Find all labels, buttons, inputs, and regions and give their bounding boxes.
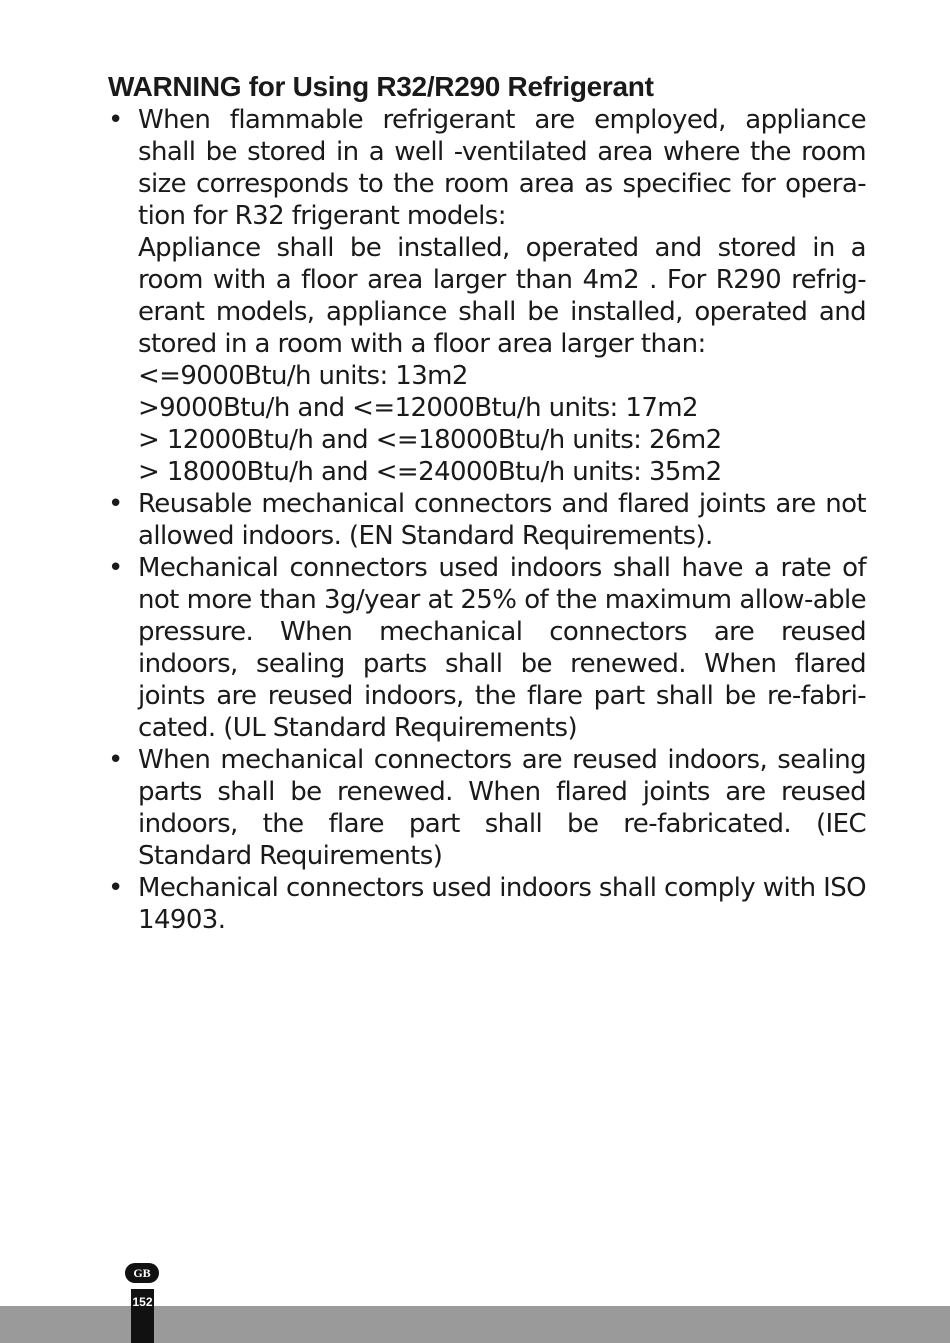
bullet-icon: • (108, 745, 123, 775)
warning-heading: WARNING for Using R32/R290 Refrigerant (108, 71, 654, 102)
item-paragraph: When flammable refrigerant are employed, appliance shall be stored in a well -ventilated area where the room size corresponds to the room area as specifiec for opera-tion for R32 frigerant models: (138, 105, 866, 231)
item-paragraph: Appliance shall be installed, operated and stored in a room with a floor area larger than 4m2 . For R290 refrig-erant models, appliance shall be installed, operated and stored in a room with a floor area larger than: (138, 233, 866, 359)
bullet-icon: • (108, 105, 123, 135)
list-item (108, 104, 866, 488)
bullet-icon: • (108, 489, 123, 519)
list-item (108, 488, 866, 552)
item-text: Reusable mechanical connectors and flared joints are not allowed indoors. (EN Standard Requirements). (138, 489, 866, 551)
list-item (108, 872, 866, 936)
floor-area-requirement: > 18000Btu/h and <=24000Btu/h units: 35m2 (138, 457, 722, 487)
item-text: Mechanical connectors used indoors shall comply with ISO 14903. (138, 873, 866, 935)
list-item (108, 552, 866, 744)
floor-area-requirement: >9000Btu/h and <=12000Btu/h units: 17m2 (138, 393, 698, 423)
language-badge: GB (125, 1263, 159, 1283)
bullet-icon: • (108, 553, 123, 583)
item-text: When mechanical connectors are reused indoors, sealing parts shall be renewed. When flared joints are reused indoors, the flare part shall be re-fabricated. (IEC Standard Requirements) (138, 745, 866, 871)
warning-list (108, 104, 866, 936)
floor-area-requirement: <=9000Btu/h units: 13m2 (138, 361, 468, 391)
list-item (108, 744, 866, 872)
bullet-icon: • (108, 873, 123, 903)
floor-area-requirement: > 12000Btu/h and <=18000Btu/h units: 26m2 (138, 425, 722, 455)
item-text: Mechanical connectors used indoors shall have a rate of not more than 3g/year at 25% of the maximum allow-able pressure. When mechanical connectors are reused indoors, sealing parts shall be renewed. When flared joints are reused indoors, the flare part shall be re-fabri-cated. (UL Standard Requirements) (138, 553, 866, 743)
page-number: 152 (132, 1295, 153, 1309)
document-body (108, 70, 866, 936)
